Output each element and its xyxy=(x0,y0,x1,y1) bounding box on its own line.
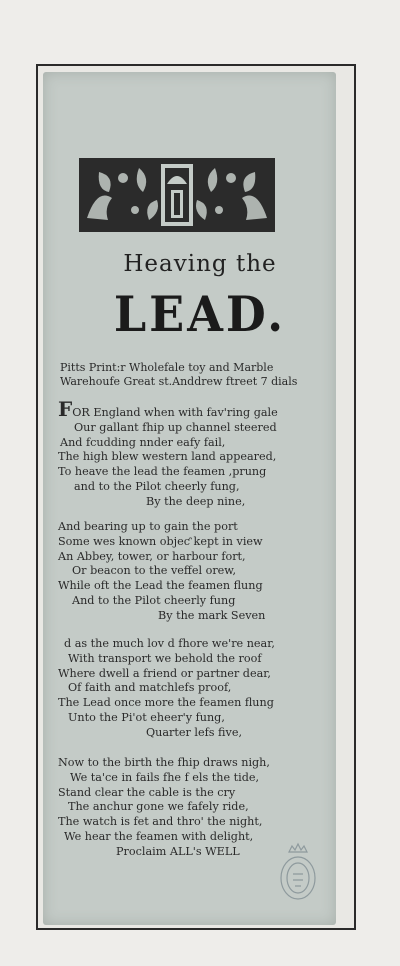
verse-line: We hear the feamen with delight, xyxy=(64,829,254,843)
verse-line: Some wes known objeƈ kept in view xyxy=(58,534,263,548)
verse-line: While oft the Lead the feamen flung xyxy=(58,579,263,593)
verse-line: Unto the Pi'ot eheer'y fung, xyxy=(68,710,225,724)
verse-line: Where dwell a friend or partner dear, xyxy=(58,666,271,680)
library-stamp xyxy=(277,840,319,902)
verse-line: Or beacon to the veffel orew, xyxy=(72,564,237,578)
verse-line: With transport we behold the roof xyxy=(68,651,262,665)
verse-line: d as the much lov d fhore we're near, xyxy=(64,637,275,650)
drop-cap: F xyxy=(58,397,73,421)
verse-refrain: By the mark Seven xyxy=(158,608,266,622)
verse-line: Our gallant fhip up channel steered xyxy=(74,420,277,434)
verse-line: and to the Pilot cheerly fung, xyxy=(74,479,240,493)
verse-line: To heave the lead the feamen ,prung xyxy=(58,465,267,479)
verse-line: FOR England when with fav'ring gale xyxy=(58,397,278,421)
verse-line: And fcudding nnder eafy fail, xyxy=(60,435,226,449)
verse-refrain: By the deep nine, xyxy=(146,494,246,508)
verse-line: And bearing up to gain the port xyxy=(58,520,238,533)
printer-imprint xyxy=(60,361,350,389)
stanza-1 xyxy=(58,397,348,510)
imprint-line: Warehoufe Great st.Anddrew ftreet 7 dials xyxy=(60,375,298,388)
verse-line: Stand clear the cable is the cry xyxy=(58,785,236,799)
verse-refrain: Quarter lefs five, xyxy=(146,725,243,739)
verse-refrain: Proclaim ALL's WELL xyxy=(116,844,240,858)
stanza-3 xyxy=(58,637,348,741)
verse-line: And to the Pilot cheerly fung xyxy=(72,593,236,607)
verse-line: The watch is fet and thro' the night, xyxy=(58,815,263,829)
stanza-2 xyxy=(58,520,348,624)
imprint-line: Pitts Print:r Wholefale toy and Marble xyxy=(60,361,274,374)
verse-line: Of faith and matchlefs proof, xyxy=(68,681,232,695)
verse-line: The high blew western land appeared, xyxy=(58,450,277,464)
verse-line: Now to the birth the fhip draws nigh, xyxy=(58,756,270,769)
verse-line: The Lead once more the feamen flung xyxy=(58,696,274,710)
title-heaving: Heaving the xyxy=(123,251,277,277)
title-lead: LEAD. xyxy=(113,285,287,343)
verse-line: An Abbey, tower, or harbour fort, xyxy=(58,549,246,563)
verse-line: The anchur gone we fafely ride, xyxy=(68,800,249,814)
verse-line: We ta'ce in fails fhe f els the tide, xyxy=(70,770,260,784)
ornamental-banner xyxy=(79,158,275,232)
